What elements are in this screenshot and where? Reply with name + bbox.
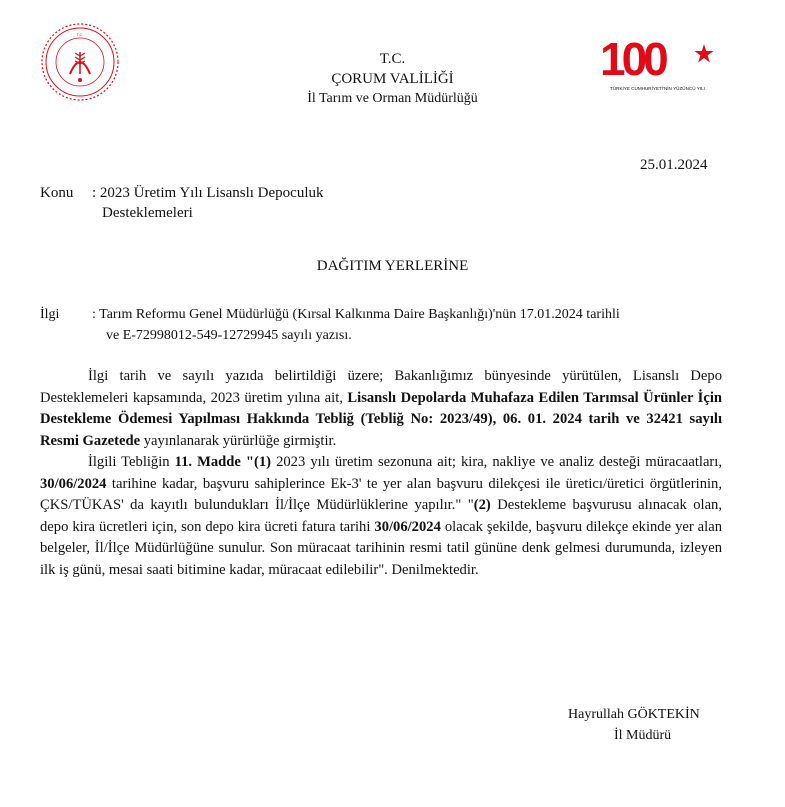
header-org-line2: ÇORUM VALİLİĞİ bbox=[331, 71, 454, 87]
paragraph-2-bold-c: (2) bbox=[473, 497, 491, 513]
subject-label: Konu bbox=[40, 185, 74, 201]
paragraph-1-text-a: İlgi tarih ve sayılı yazıda belirtildiği üzere; Bakanlığımız bünyesinde yürütülen, Lisanslı Depo Desteklemeleri kapsamında, 2023 üretim yılına ait, bbox=[40, 368, 722, 406]
reference-line1: : Tarım Reformu Genel Müdürlüğü (Kırsal Kalkınma Daire Başkanlığı)'nün 17.01.2024 tarihli bbox=[92, 307, 620, 322]
paragraph-1-bold: Lisanslı Depolarda Muhafaza Edilen Tarımsal Ürünler İçin Destekleme Ödemesi Yapılması Hakkında Tebliğ (Tebliğ No: 2023/49), 06. 01. 2024 tarih ve 32421 sayılı Resmi Gazetede bbox=[40, 389, 722, 449]
centennial-logo bbox=[600, 33, 718, 96]
paragraph-2-bold-a: 11. Madde "(1) bbox=[174, 454, 272, 470]
header-org-line1: T.C. bbox=[379, 51, 406, 67]
reference-line2: ve E-72998012-549-12729945 sayılı yazısı. bbox=[106, 328, 352, 343]
paragraph-2 bbox=[40, 452, 722, 581]
paragraph-2-bold-d: 30/06/2024 bbox=[374, 518, 441, 535]
recipient-heading: DAĞITIM YERLERİNE bbox=[316, 258, 469, 274]
paragraph-2-text-d: Destekleme başvurusu alınacak olan, depo kira ücretleri için, son depo kira ücreti fatura tarihi bbox=[40, 497, 722, 535]
signature-title: İl Müdürü bbox=[614, 728, 672, 743]
document-body bbox=[40, 366, 722, 581]
reference-label: İlgi bbox=[40, 307, 60, 322]
paragraph-2-text-b: 2023 yılı üretim sezonuna ait; kira, nakliye ve analiz desteği müracaatları, bbox=[271, 454, 722, 470]
paragraph-2-text-a: İlgili Tebliğin bbox=[88, 454, 175, 470]
paragraph-1 bbox=[40, 366, 722, 452]
header-org-line3: İl Tarım ve Orman Müdürlüğü bbox=[307, 91, 478, 106]
signature-name: Hayrullah GÖKTEKİN bbox=[568, 707, 700, 722]
svg-text:T.C.: T.C. bbox=[76, 32, 84, 37]
subject-line2: Desteklemeleri bbox=[102, 205, 193, 221]
paragraph-2-text-c: tarihine kadar, başvuru sahiplerince Ek-3' te yer alan başvuru dilekçesi ile üreticı/üretici örgütlerinin, ÇKS/TÜKAS' da kayıtlı bulundukları İl/İlçe Müdürlüklerine yapılır." " bbox=[40, 475, 722, 513]
paragraph-2-bold-b: 30/06/2024 bbox=[40, 475, 107, 492]
paragraph-1-text-b: yayınlanarak yürürlüğe girmiştir. bbox=[140, 432, 337, 449]
paragraph-2-text-e: olacak şekilde, başvuru dilekçe ekinde yer alan belgeler, İl/İlçe Müdürlüğüne sunulur. Son müracaat tarihinin resmi tatil gününe denk gelmesi durumunda, izleyen ilk iş günü, mesai saati bitimine kadar, müracaat edilebilir". Denilmektedir. bbox=[40, 518, 722, 578]
subject-line1: : 2023 Üretim Yılı Lisanslı Depoculuk bbox=[92, 185, 324, 201]
centennial-number: 100 bbox=[600, 33, 665, 85]
document-date: 25.01.2024 bbox=[640, 157, 708, 173]
crescent-star-icon bbox=[692, 42, 716, 66]
centennial-caption: TÜRKİYE CUMHURİYETİ'NİN YÜZÜNCÜ YILI bbox=[610, 86, 705, 91]
